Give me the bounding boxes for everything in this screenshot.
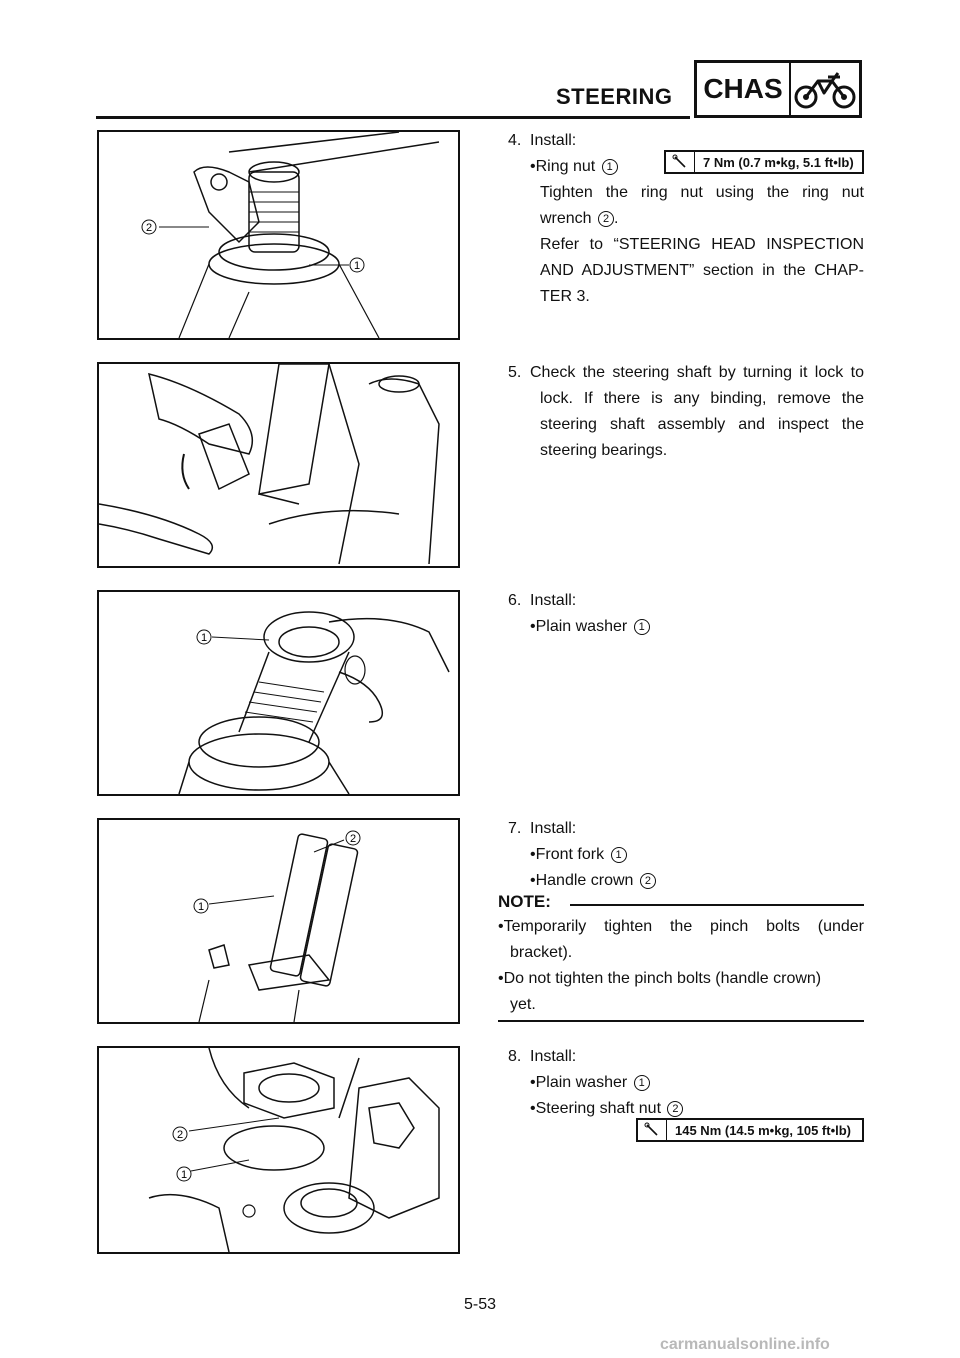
note-bottom-rule — [498, 1020, 864, 1022]
section-title: STEERING — [556, 84, 673, 109]
callout-2: 2 — [176, 1129, 184, 1141]
header-rule — [96, 116, 690, 119]
figure-steering-check — [97, 362, 460, 568]
step-8-item-plain-washer — [530, 1070, 650, 1096]
wrench-icon — [638, 1120, 667, 1140]
ref-circle: 2 — [640, 873, 656, 889]
torque-spec — [664, 150, 864, 174]
step-4-action: Install: — [530, 132, 577, 149]
ref-circle: 1 — [634, 1075, 650, 1091]
step-6-item-plain-washer — [530, 614, 650, 640]
item-text: •Front fork — [530, 846, 605, 863]
callout-2: 2 — [349, 833, 357, 845]
torque-value: 145 Nm (14.5 m•kg, 105 ft•lb) — [675, 1122, 852, 1138]
chapter-code: CHAS — [697, 63, 791, 115]
torque-spec — [636, 1118, 864, 1142]
step-7-item-front-fork — [530, 842, 627, 868]
step-5-number: 5. — [508, 364, 522, 381]
figure-ring-nut — [97, 130, 460, 340]
step-8-number: 8. — [508, 1048, 522, 1065]
item-text: •Handle crown — [530, 872, 634, 889]
motorcycle-icon — [791, 63, 859, 115]
step-7-number: 7. — [508, 820, 522, 837]
torque-value: 7 Nm (0.7 m•kg, 5.1 ft•lb) — [703, 154, 854, 170]
item-text: •Ring nut — [530, 158, 596, 175]
note-bullet-1-line-2: bracket). — [510, 944, 573, 961]
note-bullet-2-line-2: yet. — [510, 996, 536, 1013]
step-5-line-4: steering bearings. — [540, 442, 668, 459]
figure-steering-shaft-nut — [97, 1046, 460, 1254]
step-7-item-handle-crown — [530, 868, 656, 894]
step-6-number: 6. — [508, 592, 522, 609]
chapter-badge — [694, 60, 862, 118]
step-5-line-2: lock. If there is any binding, remove the — [540, 390, 864, 407]
callout-1: 1 — [200, 632, 208, 644]
step-4-line-4: AND ADJUSTMENT” section in the CHAP- — [540, 262, 864, 279]
note-label: NOTE: — [498, 892, 551, 911]
item-text: •Plain washer — [530, 1074, 628, 1091]
step-4-line-5: TER 3. — [540, 288, 590, 305]
item-text: •Steering shaft nut — [530, 1100, 662, 1117]
step-7-action: Install: — [530, 820, 577, 837]
page-number: 5-53 — [463, 1296, 497, 1313]
callout-2: 2 — [145, 222, 153, 234]
ref-circle: 1 — [611, 847, 627, 863]
figure-front-fork — [97, 818, 460, 1024]
step-6-action: Install: — [530, 592, 577, 609]
step-4-line-1: Tighten the ring nut using the ring nut — [540, 184, 864, 201]
wrench-icon — [666, 152, 695, 172]
step-4-line-3: Refer to “STEERING HEAD INSPECTION — [540, 236, 864, 253]
ref-circle: 1 — [602, 159, 618, 175]
callout-1: 1 — [180, 1169, 188, 1181]
note-top-rule — [570, 904, 864, 906]
note-bullet-1-line-1: •Temporarily tighten the pinch bolts (under — [498, 918, 864, 935]
ref-circle: 1 — [634, 619, 650, 635]
ref-circle: 2 — [598, 211, 614, 227]
text: wrench — [540, 210, 592, 227]
step-5-line-1: Check the steering shaft by turning it lock to — [530, 364, 864, 381]
ref-circle: 2 — [667, 1101, 683, 1117]
text-period: . — [614, 210, 619, 227]
step-4-line-2 — [540, 206, 618, 232]
note-bullet-2-line-1: •Do not tighten the pinch bolts (handle crown) — [498, 970, 822, 987]
step-5-line-3: steering shaft assembly and inspect the — [540, 416, 864, 433]
item-text: •Plain washer — [530, 618, 628, 635]
figure-plain-washer — [97, 590, 460, 796]
callout-1: 1 — [353, 260, 361, 272]
callout-1: 1 — [197, 901, 205, 913]
watermark: carmanualsonline.info — [660, 1336, 830, 1353]
step-4-item-ring-nut — [530, 154, 618, 180]
step-4-number: 4. — [508, 132, 522, 149]
step-8-action: Install: — [530, 1048, 577, 1065]
